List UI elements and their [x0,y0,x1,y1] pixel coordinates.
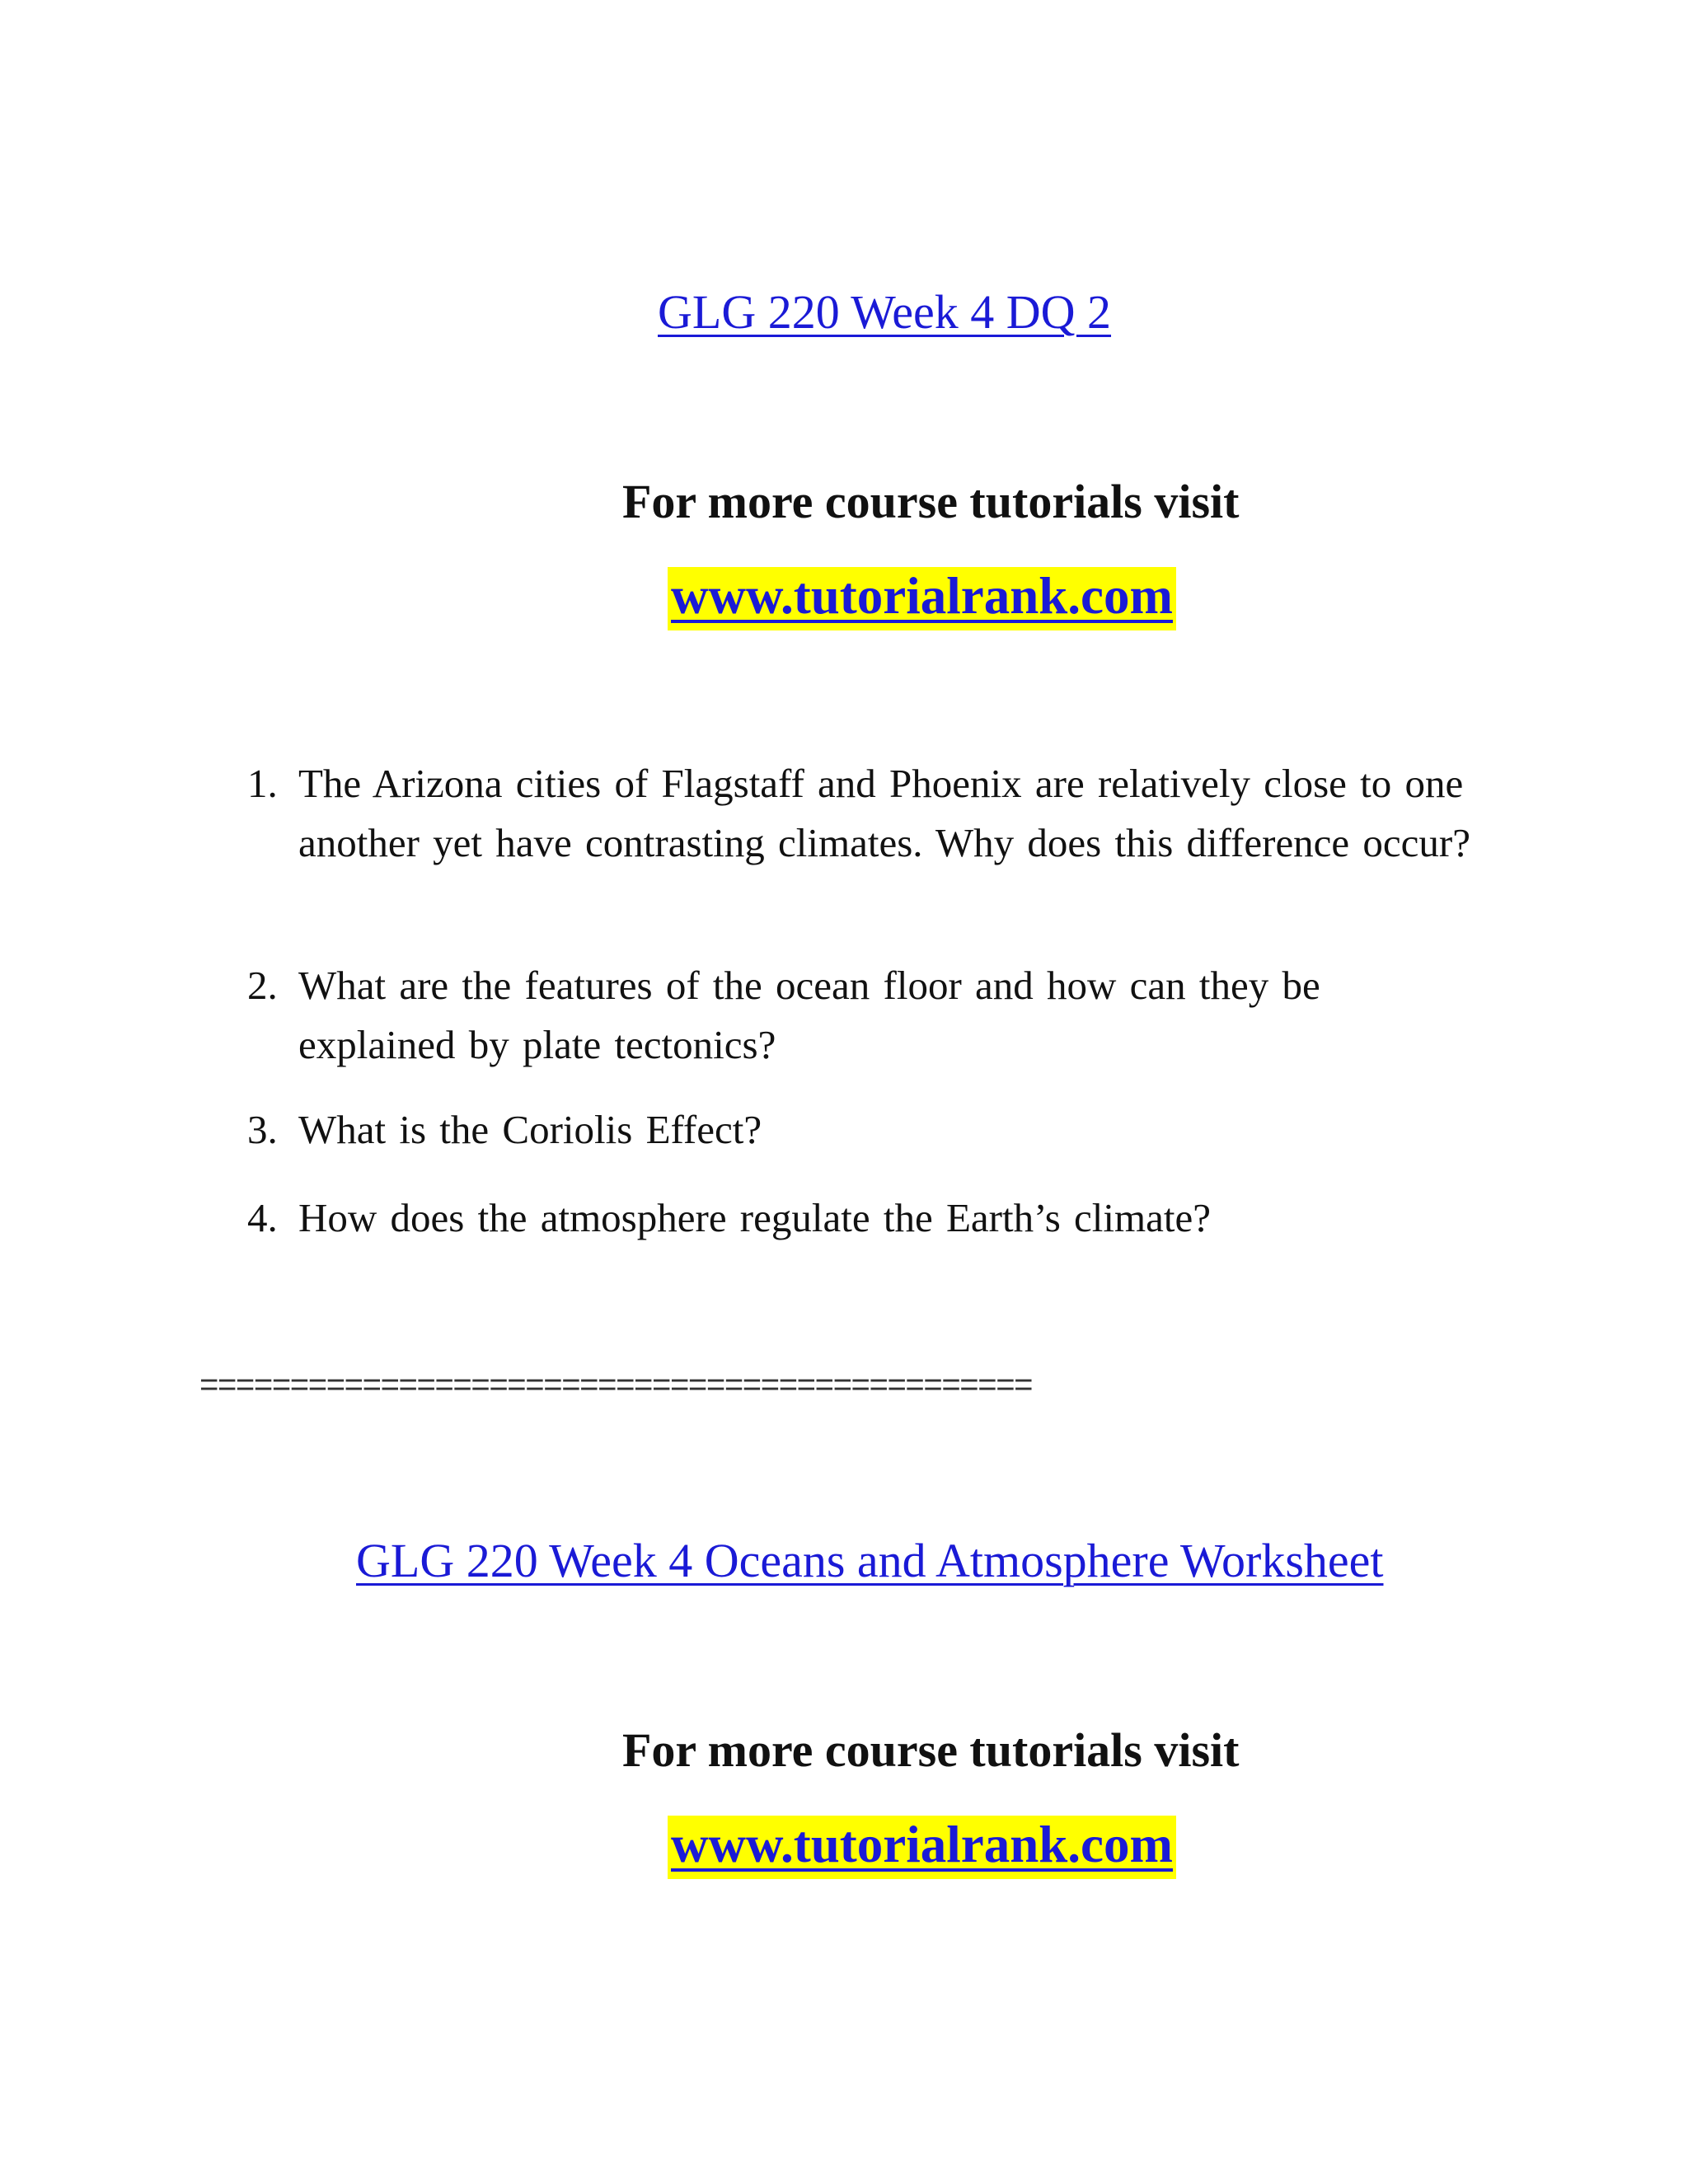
section1-visit-text: For more course tutorials visit [622,475,1240,528]
question-text: How does the atmosphere regulate the Earth’s climate? [298,1195,1211,1240]
section2-title-link[interactable]: GLG 220 Week 4 Oceans and Atmosphere Worksheet [356,1534,1384,1587]
question-text: The Arizona cities of Flagstaff and Phoenix are relatively close to one another yet have contrasting climates. Why does this difference occur? [298,761,1470,865]
question-item [239,956,1475,1075]
section-separator: ============================================== [199,1366,1033,1403]
question-text: What is the Coriolis Effect? [298,1107,762,1152]
question-text: What are the features of the ocean floor and how can they be explained by plate tectonics? [298,963,1320,1067]
section2-visit-text: For more course tutorials visit [622,1723,1240,1777]
question-item [239,1100,1475,1160]
question-item [239,754,1475,873]
question-number: 3. [247,1107,278,1152]
section1-title-link[interactable]: GLG 220 Week 4 DQ 2 [658,285,1112,339]
question-item [239,1188,1475,1248]
question-number: 1. [247,761,278,806]
section2-website-link[interactable]: www.tutorialrank.com [668,1816,1176,1879]
section1-website-link[interactable]: www.tutorialrank.com [668,567,1176,630]
question-number: 2. [247,963,278,1008]
question-number: 4. [247,1195,278,1240]
